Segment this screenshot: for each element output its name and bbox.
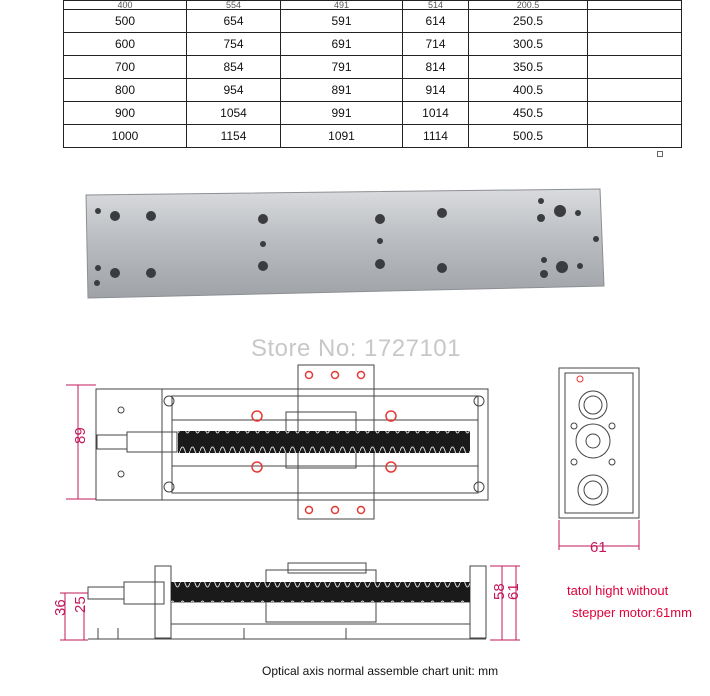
table-cell: 400 xyxy=(64,1,187,10)
table-cell: 614 xyxy=(403,10,469,33)
table-cell: 891 xyxy=(281,79,403,102)
table-cell: 714 xyxy=(403,33,469,56)
table-cell: 1154 xyxy=(187,125,281,148)
table-cell: 854 xyxy=(187,56,281,79)
table-cell: 250.5 xyxy=(469,10,588,33)
dimension-61-label: 61 xyxy=(590,539,607,556)
table-cell: 700 xyxy=(64,56,187,79)
table-cell: 691 xyxy=(281,33,403,56)
end-view-drawing xyxy=(559,368,639,518)
table-cell: 654 xyxy=(187,10,281,33)
table-cell: 814 xyxy=(403,56,469,79)
height-note-line1: tatol hight without xyxy=(567,583,669,598)
table-cell: 954 xyxy=(187,79,281,102)
table-cell: 800 xyxy=(64,79,187,102)
table-cell: 591 xyxy=(281,10,403,33)
table-cell: 500 xyxy=(64,10,187,33)
table-cell: 200.5 xyxy=(469,1,588,10)
table-cell: 1114 xyxy=(403,125,469,148)
table-cell: 500.5 xyxy=(469,125,588,148)
table-cell: 991 xyxy=(281,102,403,125)
height-note-line2: stepper motor:61mm xyxy=(572,605,692,620)
table-cell: 900 xyxy=(64,102,187,125)
table-cell: 914 xyxy=(403,79,469,102)
store-watermark: Store No: 1727101 xyxy=(251,335,461,362)
table-cell: 1054 xyxy=(187,102,281,125)
table-cell: 450.5 xyxy=(469,102,588,125)
table-cell: 754 xyxy=(187,33,281,56)
dimension-89-label: 89 xyxy=(72,427,89,444)
mounting-plate-photo xyxy=(86,189,604,298)
figure-caption: Optical axis normal assemble chart unit: mm xyxy=(262,664,499,678)
table-cell: 350.5 xyxy=(469,56,588,79)
table-cell: 1014 xyxy=(403,102,469,125)
table-cell: 1000 xyxy=(64,125,187,148)
dimension-58-label: 58 xyxy=(491,583,508,600)
lead-screw xyxy=(178,431,470,453)
side-dimensions xyxy=(60,566,520,640)
table-cell: 554 xyxy=(187,1,281,10)
table-cell: 491 xyxy=(281,1,403,10)
table-cell: 1091 xyxy=(281,125,403,148)
table-cell: 514 xyxy=(403,1,469,10)
dimension-36-label: 36 xyxy=(52,599,69,616)
table-cell: 791 xyxy=(281,56,403,79)
dimension-61v-label: 61 xyxy=(505,583,522,600)
table-cell: 400.5 xyxy=(469,79,588,102)
table-cell: 600 xyxy=(64,33,187,56)
table-cell: 300.5 xyxy=(469,33,588,56)
side-lead-screw xyxy=(171,582,470,602)
dimension-25-label: 25 xyxy=(72,596,89,613)
